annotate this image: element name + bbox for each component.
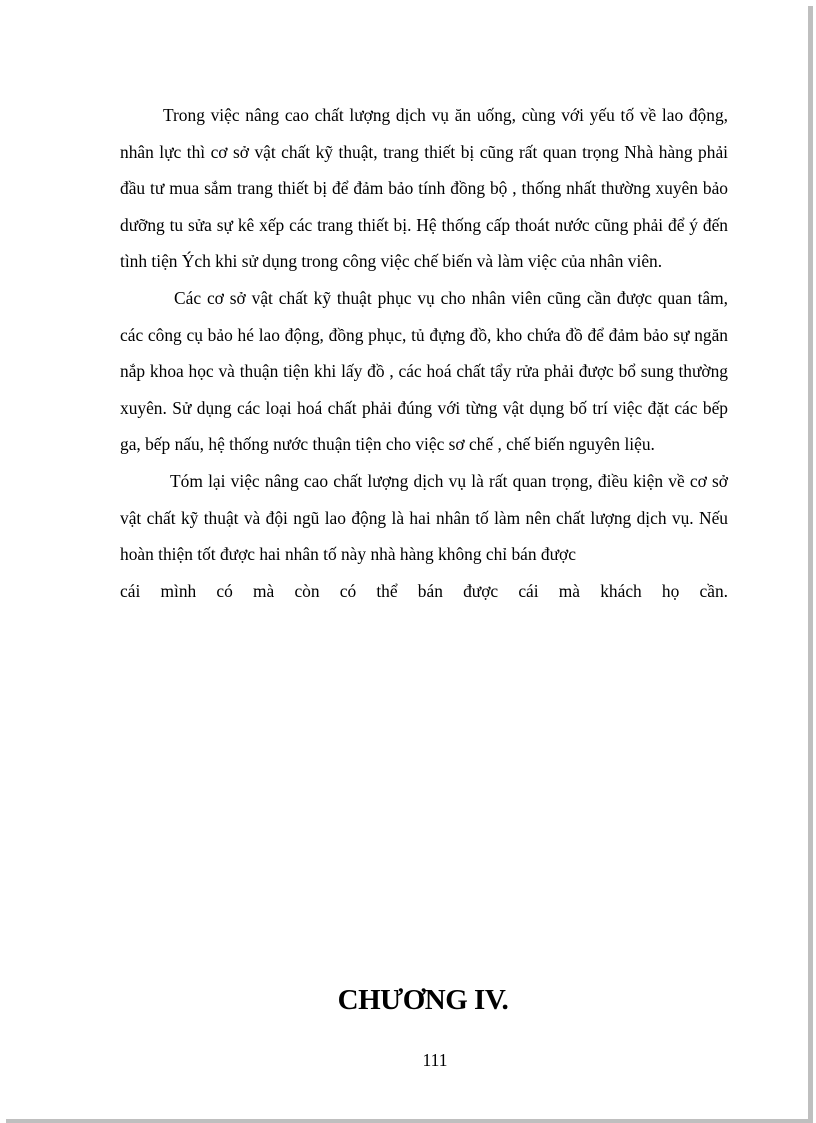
paragraph-3-last-line: cái mình có mà còn có thể bán được cái mà khách họ cần. bbox=[120, 580, 728, 601]
page-number: 111 bbox=[422, 1050, 448, 1070]
paragraph-3 bbox=[120, 463, 728, 609]
page-shadow-bottom bbox=[6, 1119, 813, 1123]
body-text bbox=[120, 97, 728, 609]
paragraph-1: Trong việc nâng cao chất lượng dịch vụ ăn uống, cùng với yếu tố về lao động, nhân lực thì cơ sở vật chất kỹ thuật, trang thiết bị cũng rất quan trọng Nhà hàng phải đầu tư mua sắm trang thiết bị để đảm bảo tính đồng bộ , thống nhất thường xuyên bảo dưỡng tu sửa sự kê xếp các trang thiết bị. Hệ thống cấp thoát nước cũng phải để ý đến tình tiện Ých khi sử dụng trong công việc chế biến và làm việc của nhân viên. bbox=[120, 105, 728, 272]
page-shadow-right bbox=[808, 6, 813, 1123]
paragraph-3-text: Tóm lại việc nâng cao chất lượng dịch vụ là rất quan trọng, điều kiện về cơ sở vật chất kỹ thuật và đội ngũ lao động là hai nhân tố làm nên chất lượng dịch vụ. Nếu hoàn thiện tốt được hai nhân tố này nhà hàng không chỉ bán được bbox=[120, 470, 728, 565]
paragraph-2: Các cơ sở vật chất kỹ thuật phục vụ cho nhân viên cũng cần được quan tâm, các công cụ bảo hé lao động, đồng phục, tủ đựng đồ, kho chứa đồ để đảm bảo sự ngăn nắp khoa học và thuận tiện khi lấy đồ , các hoá chất tẩy rửa phải được bổ sung thường xuyên. Sử dụng các loại hoá chất phải đúng với từng vật dụng bố trí việc đặt các bếp ga, bếp nấu, hệ thống nước thuận tiện cho việc sơ chế , chế biến nguyên liệu. bbox=[120, 287, 728, 455]
chapter-heading: CHƯƠNG IV. bbox=[337, 984, 509, 1016]
